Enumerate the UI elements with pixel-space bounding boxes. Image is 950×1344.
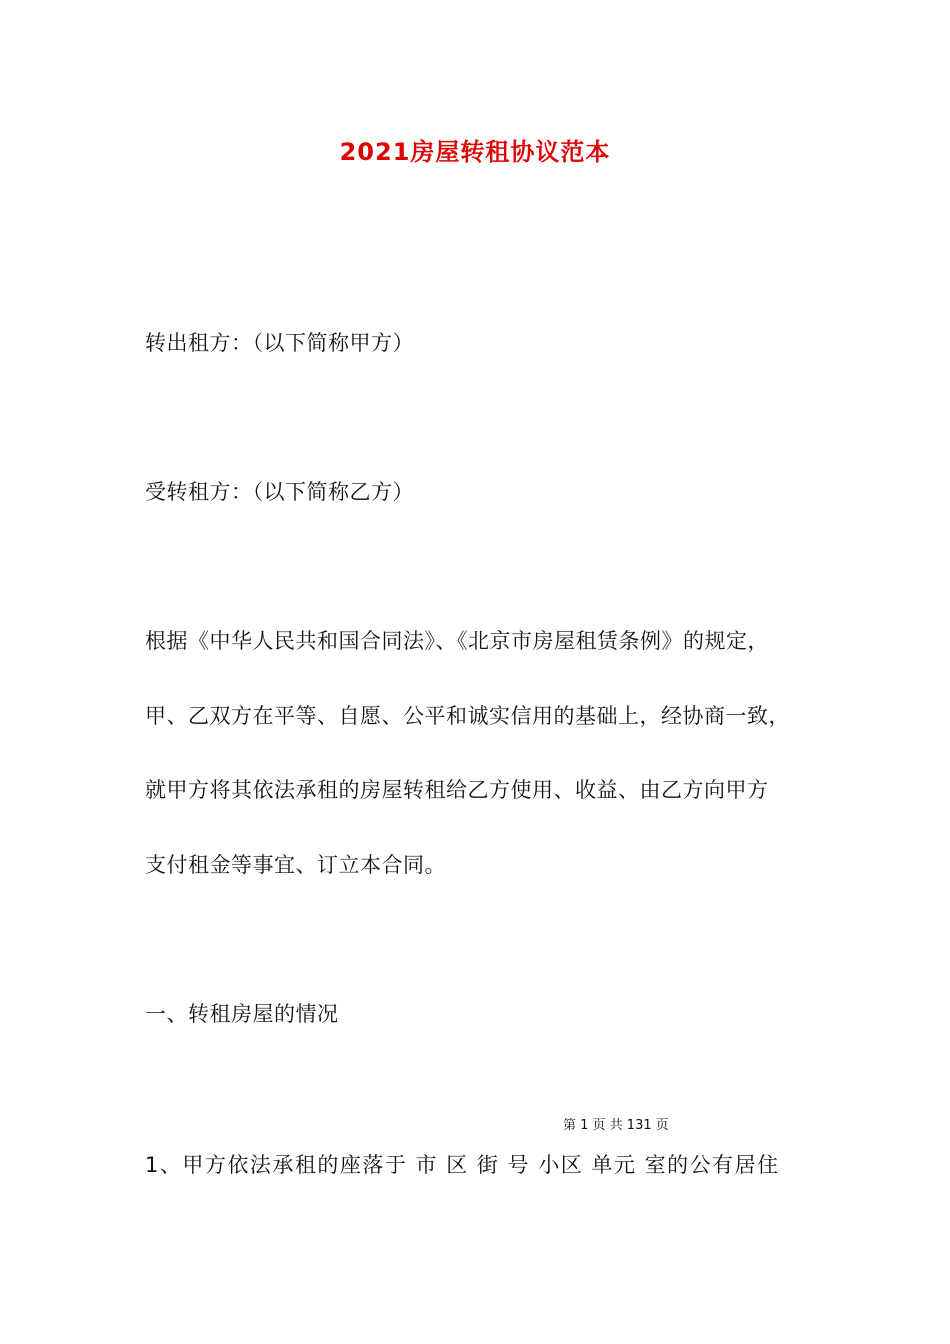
paragraph-line: 就甲方将其依法承租的房屋转租给乙方使用、收益、由乙方向甲方 (145, 778, 769, 802)
party-a-line: 转出租方：（以下简称甲方） (145, 331, 414, 355)
document-title: 2021房屋转租协议范本 (339, 138, 611, 166)
clause-line: 1、甲方依法承租的座落于 市 区 街 号 小区 单元 室的公有居住 (145, 1153, 780, 1177)
paragraph-line: 根据《中华人民共和国合同法》、《北京市房屋租赁条例》的规定， (145, 629, 769, 653)
page-number-footer: 第 1 页 共 131 页 (563, 1118, 669, 1133)
party-b-line: 受转租方：（以下简称乙方） (145, 480, 414, 504)
paragraph-line: 甲、乙双方在平等、自愿、公平和诚实信用的基础上，经协商一致， (145, 704, 790, 728)
paragraph-line: 支付租金等事宜、订立本合同。 (145, 853, 446, 877)
section-heading: 一、转租房屋的情况 (145, 1002, 339, 1026)
